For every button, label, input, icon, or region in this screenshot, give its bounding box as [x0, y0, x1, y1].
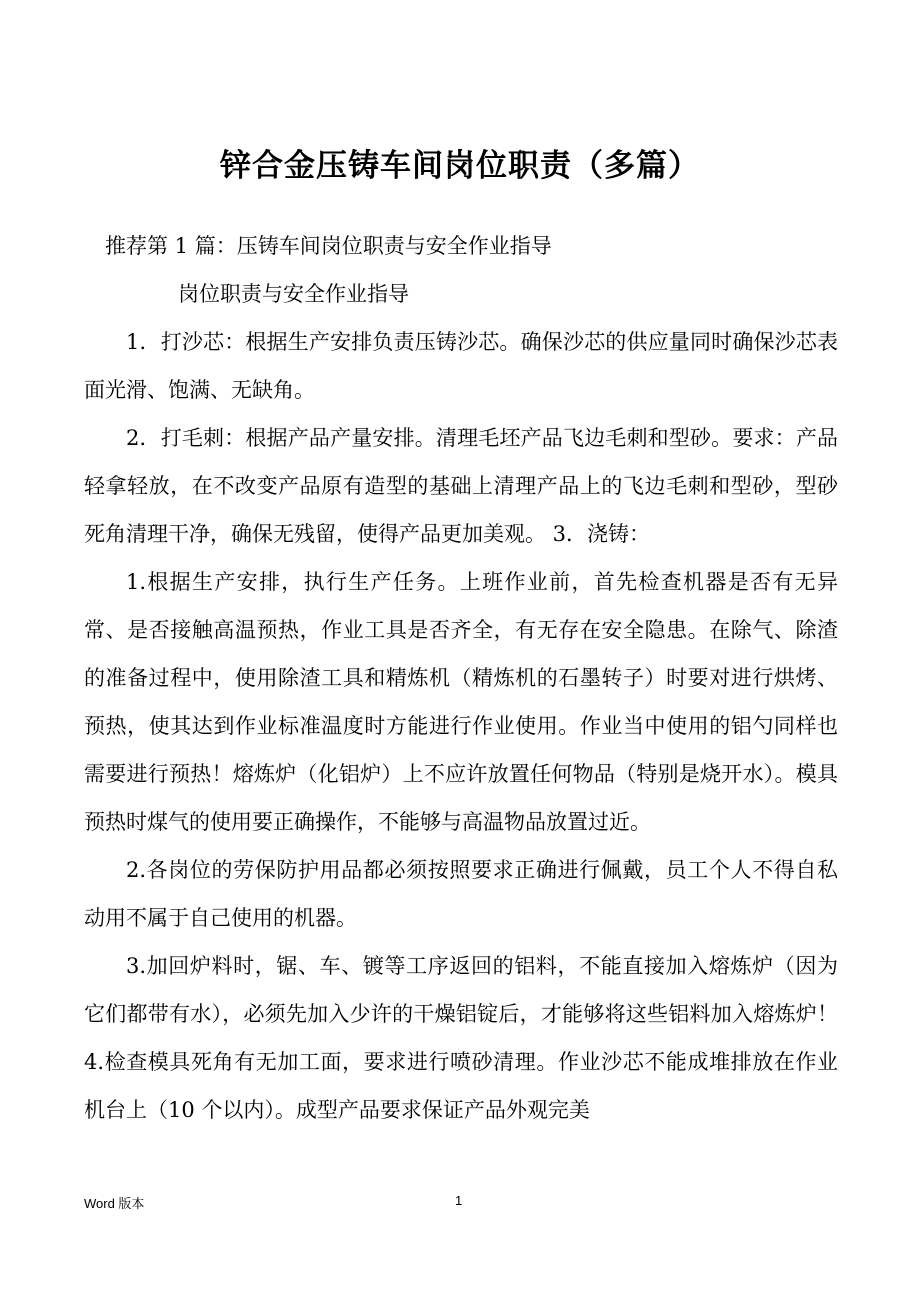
paragraph: 3.加回炉料时，锯、车、镀等工序返回的铝料，不能直接加入熔炼炉（因为它们都带有水），必须先加入少许的干燥铝锭后，才能够将这些铝料加入熔炼炉！ 4.检查模具死角有无加工面，要求进行喷砂清理。作业沙芯不能成堆排放在作业机台上（10 个以内）。成型产品要求保证产品外观完美: [84, 954, 838, 1122]
footer-label: Word 版本: [84, 1196, 145, 1211]
paragraph: 2．打毛刺：根据产品产量安排。清理毛坯产品飞边毛刺和型砂。要求：产品轻拿轻放，在不改变产品原有造型的基础上清理产品上的飞边毛刺和型砂，型砂死角清理干净，确保无残留，使得产品更加美观。 3．浇铸：: [84, 426, 838, 546]
document-title: 锌合金压铸车间岗位职责（多篇）: [220, 148, 700, 184]
section-subtitle: 岗位职责与安全作业指导: [178, 282, 409, 306]
paragraph: 1．打沙芯：根据生产安排负责压铸沙芯。确保沙芯的供应量同时确保沙芯表面光滑、饱满、无缺角。: [84, 330, 838, 402]
recommend-line: 推荐第 1 篇：压铸车间岗位职责与安全作业指导: [105, 234, 552, 258]
paragraph: 1.根据生产安排，执行生产任务。上班作业前，首先检查机器是否有无异常、是否接触高温预热，作业工具是否齐全，有无存在安全隐患。在除气、除渣的准备过程中，使用除渣工具和精炼机（精炼机的石墨转子）时要对进行烘烤、预热，使其达到作业标准温度时方能进行作业使用。作业当中使用的铝勺同样也需要进行预热！熔炼炉（化铝炉）上不应许放置任何物品（特别是烧开水）。模具预热时煤气的使用要正确操作，不能够与高温物品放置过近。: [84, 570, 838, 834]
page-number: 1: [455, 1193, 463, 1208]
body-text: [84, 318, 838, 1134]
paragraph: 2.各岗位的劳保防护用品都必须按照要求正确进行佩戴，员工个人不得自私动用不属于自己使用的机器。: [84, 858, 838, 930]
